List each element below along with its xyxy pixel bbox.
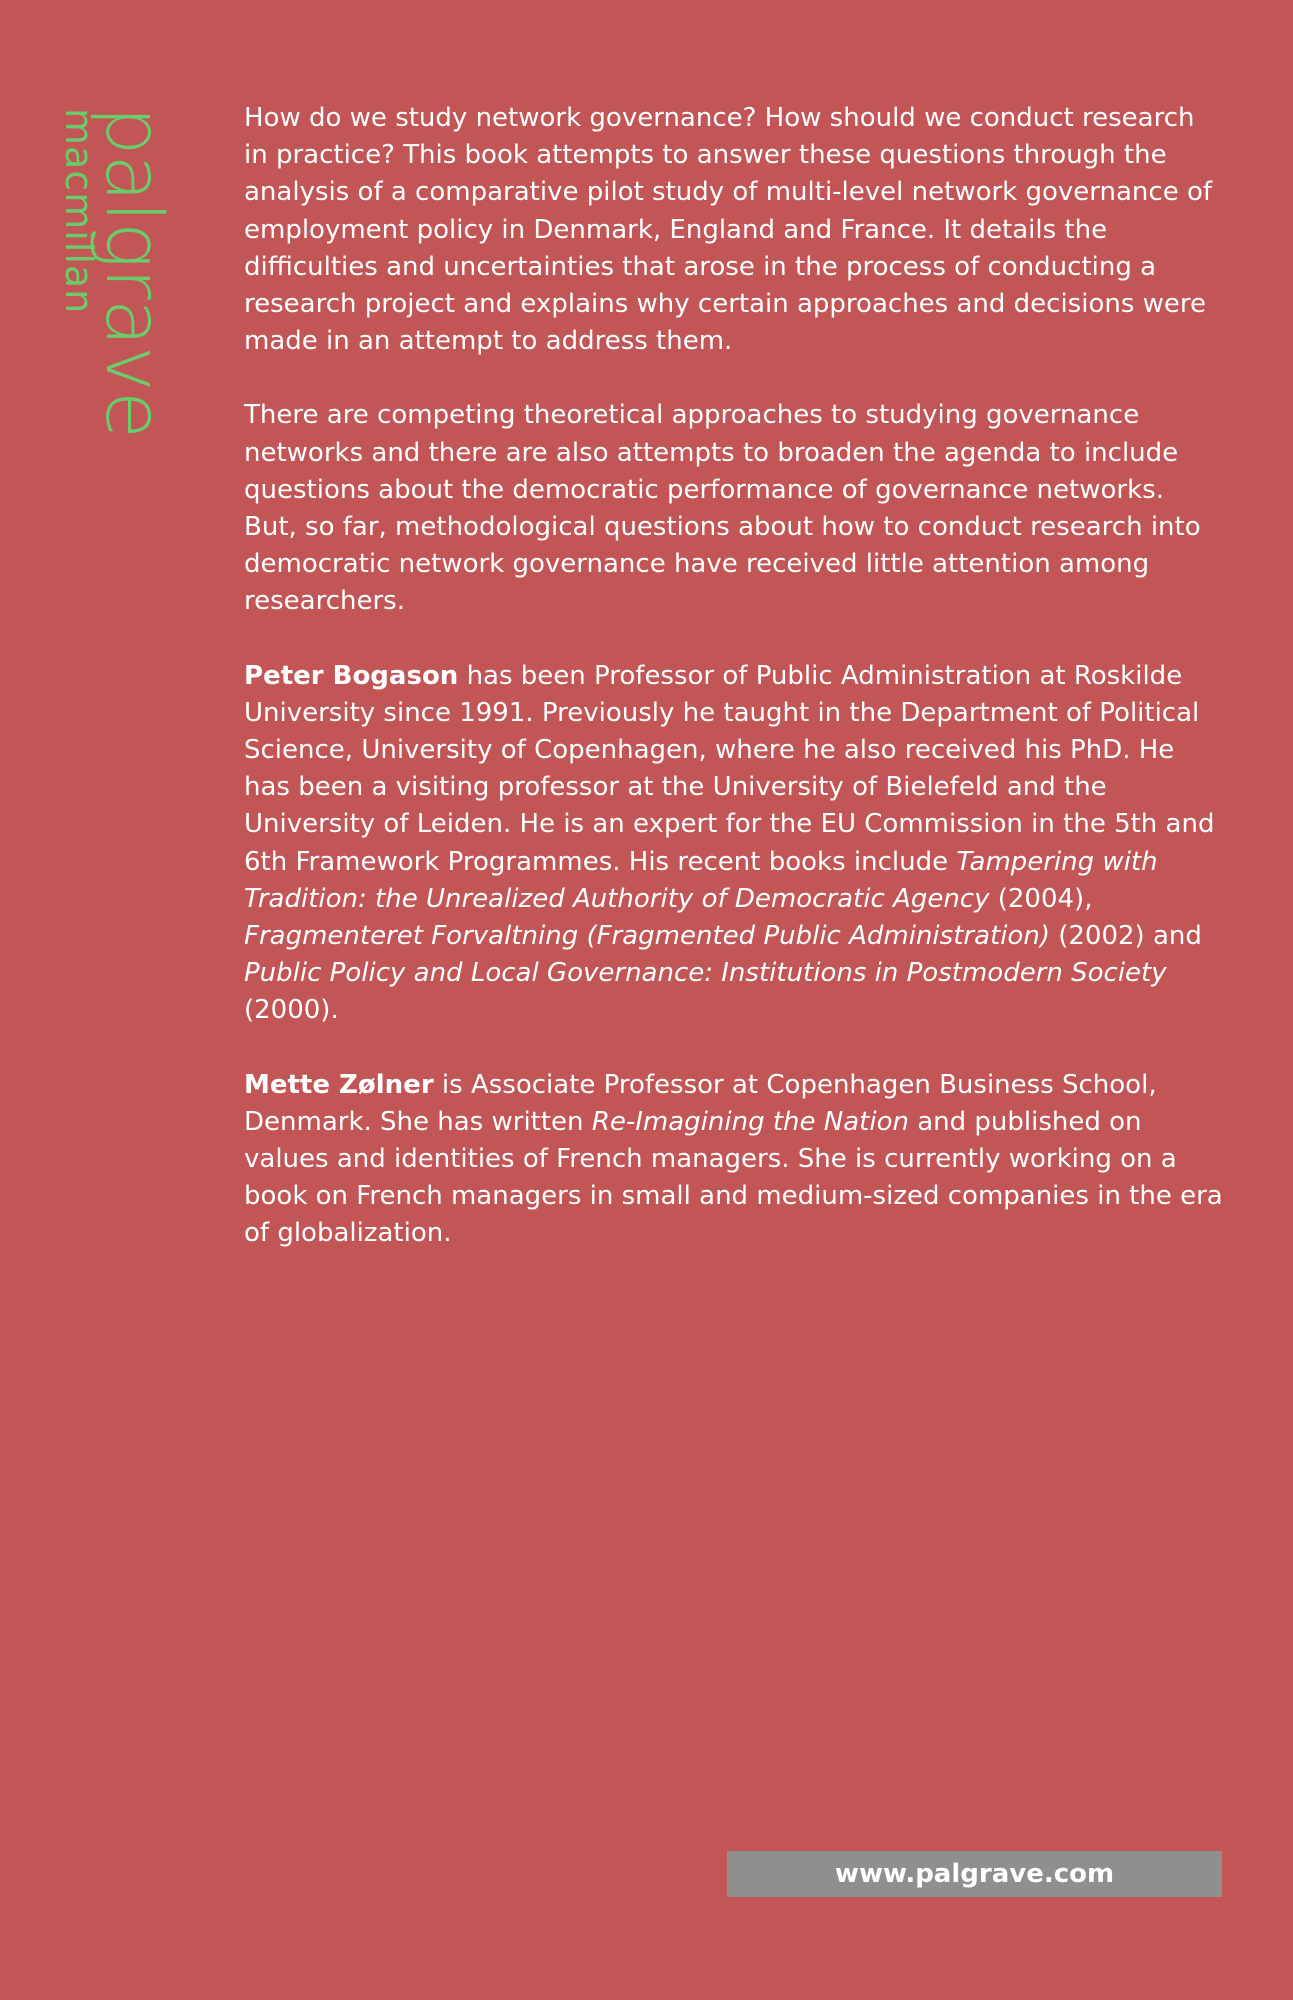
blurb-paragraph-1: How do we study network governance? How should we conduct research in practice? This book attempts to answer these questions through the analysis of a comparative pilot study of multi-level network governance of employment policy in Denmark, England and France. It details the difficulties and uncertainties that arose in the process of conducting a research project and explains why certain approaches and decisions were made in an attempt to address them. — [244, 103, 1213, 357]
book-title: Re-Imagining the Nation — [591, 1106, 909, 1137]
author-name: Peter Bogason — [244, 660, 459, 691]
blurb-paragraph-2: There are competing theoretical approaches to studying governance networks and there are also attempts to broaden the agenda to include questions about the democratic performance of governance networks. But, so far, methodological questions about how to conduct research into democratic network governance have received little attention among researchers. — [244, 400, 1201, 617]
author-bio-1 — [244, 658, 1224, 1030]
bio-text: (2000). — [244, 995, 339, 1026]
bio-text: and published on values and identities of French managers. She is currently working on a book on French managers in small and medium-sized companies in the era of globalization. — [244, 1106, 1223, 1249]
book-title: Fragmenteret Forvaltning (Fragmented Public Administration) — [244, 921, 1050, 952]
website-url: www.palgrave.com — [727, 1851, 1222, 1897]
author-bio-2 — [244, 1067, 1224, 1253]
author-name: Mette Zølner — [244, 1069, 434, 1100]
bio-text: (2004), — [989, 883, 1093, 914]
back-cover-text — [244, 100, 1224, 1290]
logo-sub: macmillan — [57, 108, 101, 315]
bio-text: is Associate Professor at Copenhagen Business School, Denmark. She has written — [244, 1069, 1157, 1137]
bio-text: (2002) and — [1049, 921, 1202, 952]
book-title: Tampering with Tradition: the Unrealized Authority of Democratic Agency — [244, 846, 1158, 914]
book-title: Public Policy and Local Governance: Institutions in Postmodern Society — [244, 958, 1167, 989]
publisher-logo — [52, 106, 178, 466]
bio-text: has been Professor of Public Administration at Roskilde University since 1991. Previously he taught in the Department of Political Science, University of Copenhagen, where he also received his PhD. He has been a visiting professor at the University of Bielefeld and the University of Leiden. He is an expert for the EU Commission in the 5th and 6th Framework Programmes. His recent books include — [244, 660, 1215, 877]
logo-brand: palgrave — [88, 106, 178, 438]
